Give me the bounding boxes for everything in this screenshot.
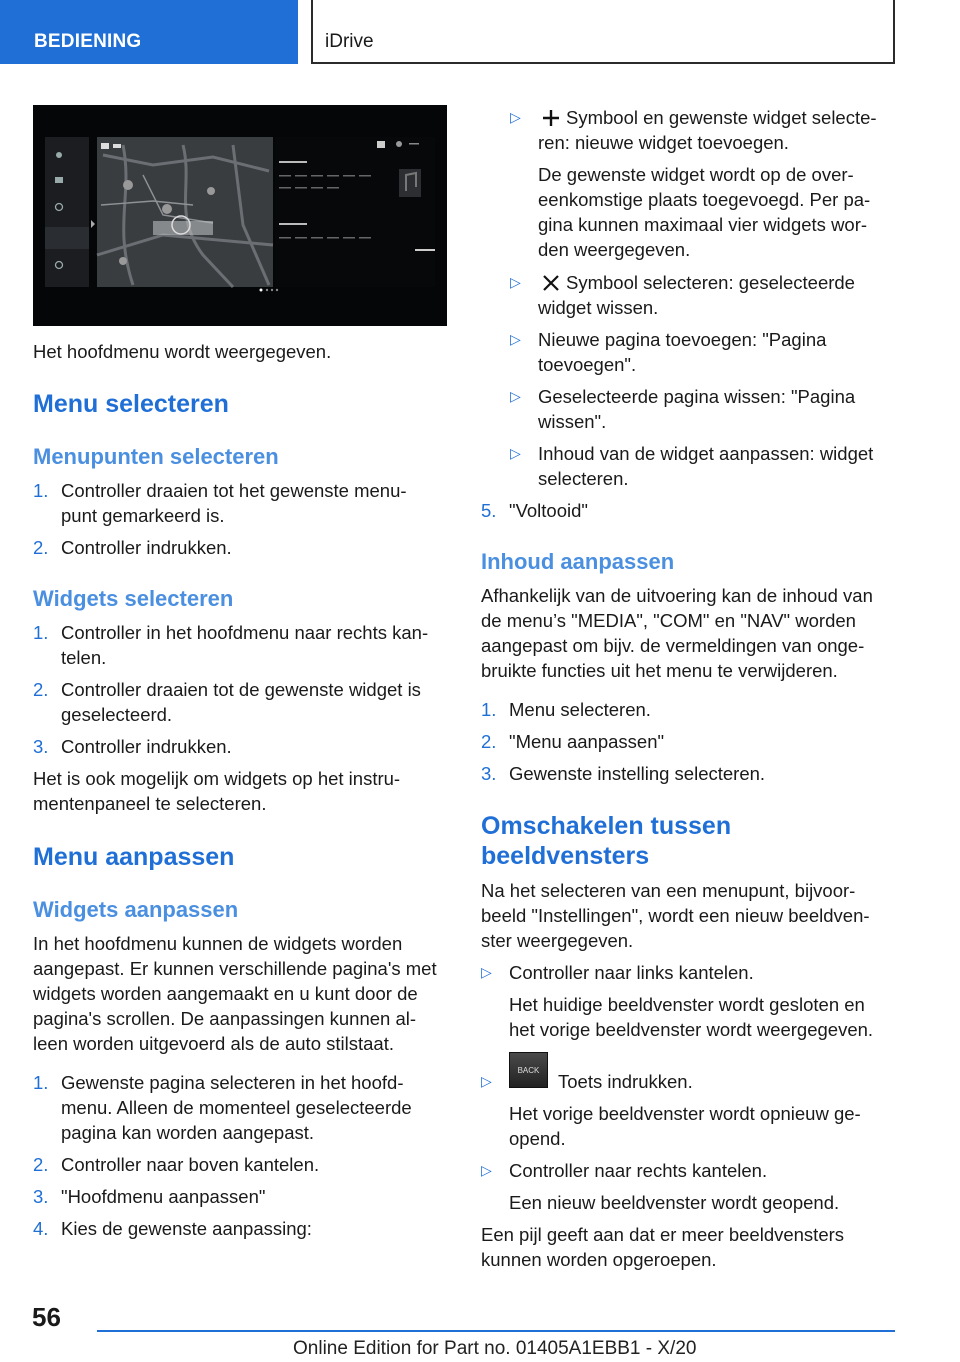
step-text: Controller in het hoofdmenu naar rechts kan- telen. bbox=[61, 622, 429, 668]
step-text: "Menu aanpassen" bbox=[509, 731, 665, 752]
end-paragraph: Een pijl geeft aan dat er meer beeldvensters kunnen worden opgeroepen. bbox=[481, 1224, 845, 1270]
step-number: 3. bbox=[33, 1186, 49, 1207]
step-number: 3. bbox=[33, 736, 49, 757]
bullet-text: Nieuwe pagina toevoegen: "Pagina toevoegen". bbox=[538, 329, 827, 375]
back-button-image: BACK bbox=[509, 1052, 548, 1088]
idrive-screen-image bbox=[33, 105, 447, 326]
heading-widgets-aanpassen: Widgets aanpassen bbox=[33, 897, 239, 922]
step-number: 2. bbox=[33, 679, 49, 700]
bullet-triangle-icon: ▷ bbox=[481, 964, 492, 980]
heading-omschakelen: Omschakelen tussen beeldvensters bbox=[481, 812, 732, 870]
bullet-triangle-icon: ▷ bbox=[510, 388, 521, 404]
page-number: 56 bbox=[32, 1302, 61, 1332]
bullet-subtext: Het vorige beeldvenster wordt opnieuw ge- opend. bbox=[509, 1103, 861, 1149]
bullet-text: Geselecteerde pagina wissen: "Pagina wissen". bbox=[538, 386, 856, 432]
step-text: Gewenste pagina selecteren in het hoofd- menu. Alleen de momenteel geselecteerde pagina kan worden aangepast. bbox=[61, 1072, 412, 1143]
footer-divider bbox=[97, 1330, 895, 1332]
heading-widgets-selecteren: Widgets selecteren bbox=[33, 586, 234, 611]
bullet-triangle-icon: ▷ bbox=[481, 1162, 492, 1178]
switch-paragraph: Na het selecteren van een menupunt, bijvoor- beeld "Instellingen", wordt een nieuw beeldven- ster weergegeven. bbox=[481, 880, 870, 951]
step-number: 4. bbox=[33, 1218, 49, 1239]
bullet-text: Controller naar links kantelen. bbox=[509, 962, 754, 983]
bullet-text: Inhoud van de widget aanpassen: widget selecteren. bbox=[538, 443, 874, 489]
header-topic-tab bbox=[311, 0, 895, 64]
bullet-triangle-icon: ▷ bbox=[481, 1073, 492, 1089]
step-text: Gewenste instelling selecteren. bbox=[509, 763, 766, 784]
heading-menu-selecteren: Menu selecteren bbox=[33, 390, 229, 418]
step-number: 5. bbox=[481, 500, 497, 521]
header-topic-label: iDrive bbox=[325, 31, 374, 52]
bullet-triangle-icon: ▷ bbox=[510, 109, 521, 125]
step-number: 1. bbox=[33, 622, 49, 643]
step-text: "Voltooid" bbox=[509, 500, 588, 521]
step-text: Menu selecteren. bbox=[509, 699, 651, 720]
step-text: Controller indrukken. bbox=[61, 736, 232, 757]
step-text: "Hoofdmenu aanpassen" bbox=[61, 1186, 266, 1207]
heading-menu-aanpassen: Menu aanpassen bbox=[33, 843, 235, 871]
step-text: Controller draaien tot de gewenste widget is geselecteerd. bbox=[61, 679, 421, 725]
heading-inhoud-aanpassen: Inhoud aanpassen bbox=[481, 549, 675, 574]
bullet-triangle-icon: ▷ bbox=[510, 331, 521, 347]
step-number: 2. bbox=[481, 731, 497, 752]
widgets-adapt-paragraph: In het hoofdmenu kunnen de widgets worden aangepast. Er kunnen verschillende pagina's met widgets worden aangemaakt en u kunt door de pagina's scrollen. De aanpassingen kunnen al- leen worden uitgevoerd als de auto stilstaat. bbox=[33, 933, 437, 1054]
header-section-label: BEDIENING bbox=[34, 31, 142, 52]
bullet-text: Controller naar rechts kantelen. bbox=[509, 1160, 768, 1181]
step-number: 2. bbox=[33, 537, 49, 558]
step-number: 1. bbox=[481, 699, 497, 720]
content-paragraph: Afhankelijk van de uitvoering kan de inhoud van de menu’s "MEDIA", "COM" en "NAV" worden aangepast om bijv. de vermeldingen van onge- bruikte functies uit het menu te verwijderen. bbox=[481, 585, 873, 681]
step-text: Kies de gewenste aanpassing: bbox=[61, 1218, 312, 1239]
step-text: Controller indrukken. bbox=[61, 537, 232, 558]
bullet-subtext: Een nieuw beeldvenster wordt geopend. bbox=[509, 1192, 840, 1213]
step-number: 3. bbox=[481, 763, 497, 784]
footer-edition: Online Edition for Part no. 01405A1EBB1 - X/20 bbox=[293, 1338, 697, 1359]
bullet-text: Toets indrukken. bbox=[558, 1071, 693, 1092]
header-section-tab bbox=[0, 0, 298, 64]
step-text: Controller naar boven kantelen. bbox=[61, 1154, 320, 1175]
bullet-subtext: De gewenste widget wordt op de over- eenkomstige plaats toegevoegd. Per pa- gina kunnen maximaal vier widgets wor- den weergegeven. bbox=[538, 164, 871, 260]
bullet-text: Symbool en gewenste widget selecte- ren: nieuwe widget toevoegen. bbox=[538, 107, 877, 153]
bullet-subtext: Het huidige beeldvenster wordt gesloten en het vorige beeldvenster wordt weergegeven. bbox=[509, 994, 874, 1040]
screen-caption: Het hoofdmenu wordt weergegeven. bbox=[33, 341, 332, 362]
bullet-triangle-icon: ▷ bbox=[510, 445, 521, 461]
bullet-triangle-icon: ▷ bbox=[510, 274, 521, 290]
widgets-note: Het is ook mogelijk om widgets op het instru- mentenpaneel te selecteren. bbox=[33, 768, 401, 814]
step-text: Controller draaien tot het gewenste menu- punt gemarkeerd is. bbox=[61, 480, 407, 526]
step-number: 1. bbox=[33, 480, 49, 501]
heading-menupunten-selecteren: Menupunten selecteren bbox=[33, 444, 279, 469]
idrive-screen-graphic bbox=[33, 105, 447, 326]
step-number: 1. bbox=[33, 1072, 49, 1093]
bullet-text: Symbool selecteren: geselecteerde widget wissen. bbox=[538, 272, 855, 318]
step-number: 2. bbox=[33, 1154, 49, 1175]
